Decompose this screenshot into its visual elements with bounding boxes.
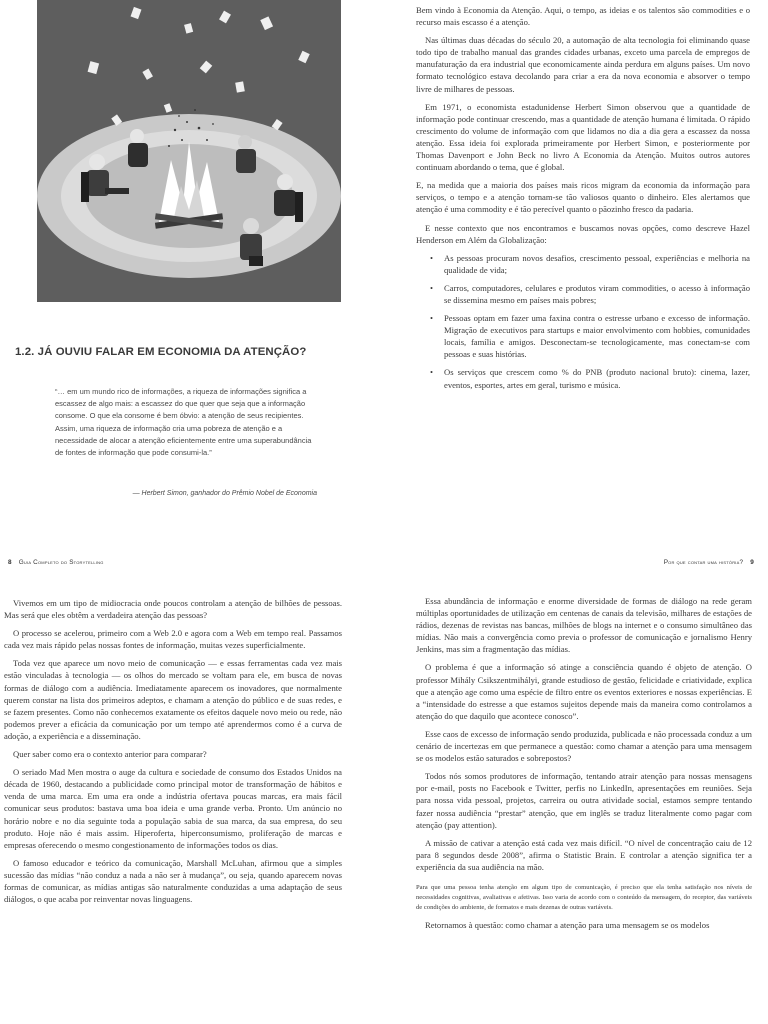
body-text	[416, 4, 750, 397]
page-bottom-right	[384, 515, 768, 1024]
list-item-text: Pessoas optam em fazer uma faxina contra o estresse urbano e excesso de informação. Migração de executivos para startups e maior envolvimento com hobbies, comunidades locais, família e amigos. Desconectam-se tecnologicamente, mas conectam-se com pessoas e suas histórias.	[444, 313, 750, 360]
campfire-illustration	[37, 0, 341, 302]
page-bottom-left	[0, 515, 384, 1024]
running-title: Por que contar uma história?	[663, 559, 744, 566]
paragraph: Bem vindo à Economia da Atenção. Aqui, o tempo, as ideias e os talentos são commodities e o recurso mais escasso é a atenção.	[416, 5, 750, 28]
bullet-icon: •	[430, 367, 434, 378]
paragraph: Quer saber como era o contexto anterior para comparar?	[13, 749, 207, 760]
paragraph: O seriado Mad Men mostra o auge da cultura e sociedade de consumo dos Estados Unidos na década de 1960, destacando a publicidade como principal motor de transformação de hábitos e venda de uma marca. Em uma era onde a indústria ofertava poucas marcas, era mais fácil comunicar seus produtos: bastava uma boa ideia e uma grande verba. Pronto. Um anúncio no horário nobre e no dia seguinte toda a população sabia de sua marca, da sua empresa, do seu produto. Hoje não é mais assim. Hiperoferta, hiperconsumismo, proliferação de marcas e empresas oferecendo o mesmo congestionamento de informações todos os dias.	[4, 767, 342, 850]
section-heading: 1.2. JÁ OUVIU FALAR EM ECONOMIA DA ATENÇÃO?	[15, 346, 307, 358]
page-top-left	[0, 0, 384, 515]
list-item-text: Os serviços que crescem como % do PNB (produto nacional bruto): cinema, lazer, eventos, esportes, artes em geral, turismo e música.	[444, 367, 750, 390]
list-item	[416, 312, 750, 360]
paragraph: Nas últimas duas décadas do século 20, a automação de alta tecnologia foi eliminando quase todo tipo de trabalho manual das grandes cidades urbanas, exceto uma parcela de empregos de manufaturação da era industrial que economicamente ainda perdura em alguns países. Um novo formato tecnológico estava decolando para criar a era da nova economia e absorver o tempo livre de milhares de pessoas.	[416, 35, 750, 94]
epigraph-quote: “… em um mundo rico de informações, a riqueza de informações significa a escassez de algo mais: a escassez do que quer que seja que a informação consome. O que ela consome é bem óbvio: a atenção de seus recipientes. Assim, uma riqueza de informação cria uma pobreza de atenção e a necessidade de alocar a atenção eficientemente entre uma superabundância de fontes de informação que pode consumi-la.”	[55, 387, 312, 458]
list-item-text: As pessoas procuram novos desafios, crescimento pessoal, experiências e melhoria na qualidade de vida;	[444, 252, 750, 275]
list-item-text: Carros, computadores, celulares e produtos viram commodities, o acesso à informação se dissemina mesmo em países mais pobres;	[444, 282, 750, 305]
paragraph: O processo se acelerou, primeiro com a Web 2.0 e agora com a Web em tempo real. Passamos cada vez mais rápido pelas nossas fontes de informação, muitas vezes superficialmente.	[4, 628, 342, 651]
bullet-icon: •	[430, 252, 434, 263]
running-header	[664, 559, 754, 566]
paragraph: Essa abundância de informação e enorme diversidade de formas de diálogo na rede geram múltiplas oportunidades de utilização em centenas de canais da televisão, milhares de estações de rádios, dezenas de revistas nas bancas, milhões de blogs na internet e o consumo simultâneo das mídias. Não mais a convergência como previa o professor de comunicação e jornalismo Henry Jenkins, mas sim a fragmentação das mídias.	[416, 596, 752, 655]
bullet-icon: •	[430, 282, 434, 293]
paragraph: Esse caos de excesso de informação sendo produzida, publicada e não processada conduz a um cenário de incertezas em que permanece a questão: como chamar a atenção para uma mensagem se os modelos estão saturados e sobrepostos?	[416, 728, 752, 764]
paragraph: A missão de cativar a atenção está cada vez mais difícil. “O nível de concentração caiu de 12 para 8 segundos desde 2008”, afirma o Statistic Brain. E controlar a atenção significa ter a experiência da sua audiência na mão.	[416, 837, 752, 872]
campfire-scene-graphic	[37, 0, 341, 302]
paragraph: Em 1971, o economista estadunidense Herbert Simon observou que a quantidade de informação pode continuar crescendo, mas a quantidade de atenção humana é limitada. O rápido crescimento do volume de informação com que lidamos no dia a dia gera a escassez da nossa atenção. Essa ideia foi explorada primeiramente por Herbert Simon, e posteriormente por Thomas Davenport e John Beck no livro A Economia da Atenção. Muitos outros autores continuam abordando o tema, que é global.	[416, 101, 750, 173]
paragraph: Vivemos em um tipo de midiocracia onde poucos controlam a atenção de bilhões de pessoas. Mas será que eles obtêm a verdadeira atenção das pessoas?	[4, 598, 342, 621]
paragraph: E, na medida que a maioria dos países mais ricos migram da economia da informação para serviços, o tempo e a atenção tornam-se tão valiosos quanto o dinheiro. Eles alertamos que atenção é uma commodity e é tão perecível quanto o pãozinho fresco da padaria.	[416, 180, 750, 215]
running-title: Guia Completo do Storytelling	[18, 559, 104, 566]
bullet-icon: •	[430, 313, 434, 324]
body-text	[4, 597, 342, 911]
page-number: 9	[750, 559, 754, 566]
footnote: Para que uma pessoa tenha atenção em algum tipo de comunicação, é preciso que ela tenha satisfação nos níveis de necessidades cognitivas, avaliativas e afetivas. Isso varia de acordo com o conteúdo da mensagem, do receptor, das variáveis de condições do ambiente, de formatos e mais dezenas de outras variáveis.	[416, 883, 752, 911]
page-top-right	[384, 0, 768, 515]
running-header	[8, 559, 104, 566]
paragraph: E nesse contexto que nos encontramos e buscamos novas opções, como descreve Hazel Henderson em Além da Globalização:	[416, 222, 750, 245]
list-item	[416, 252, 750, 276]
list-item	[416, 282, 750, 306]
bullet-list	[416, 252, 750, 391]
paragraph: Retornamos à questão: como chamar a atenção para uma mensagem se os modelos	[425, 919, 710, 930]
page-number: 8	[8, 559, 12, 566]
paragraph: O problema é que a informação só atinge a consciência quando é objeto de atenção. O professor Mihály Csikszentmihályi, grande estudioso de gestão, felicidade e criatividade, explica que a atenção age como uma espécie de filtro entre os eventos exteriores e nossas experiências. E a “intensidade do estresse a que estamos sujeitos depende mais da maneira como controlamos a atenção do que daquilo que acontece conosco”.	[416, 662, 752, 721]
paragraph: Todos nós somos produtores de informação, tentando atrair atenção para nossas mensagens por e-mail, posts no Facebook e Twitter, perfis no LinkedIn, apresentações em reuniões. Seja para nossa vida pessoal, projetos, carreira ou outra atividade social, estamos sempre tentando fazer nossa audiência “prestar” atenção, que em inglês se traduz literalmente como pagar com atenção (pay attention).	[416, 771, 752, 830]
body-text	[416, 595, 752, 937]
paragraph: Toda vez que aparece um novo meio de comunicação — e essas ferramentas cada vez mais estão vinculadas à tecnologia — os olhos do mercado se voltam para ele, em busca de novas formas de diálogo com a audiência. Imediatamente aparecem os inovadores, que normalmente querem constar na lista dos primeiros adeptos, e chamam a atenção do público e de suas redes, e se fazem presentes. Como não conhecemos exatamente os efeitos daquele novo meio ou rede, não podemos prever a eficácia da comunicação por um tempo até aprendermos como é a curva de adoção, a experiência e a disseminação.	[4, 658, 342, 741]
epigraph-attribution: — Herbert Simon, ganhador do Prêmio Nobel de Economia	[132, 490, 317, 497]
paragraph: O famoso educador e teórico da comunicação, Marshall McLuhan, afirmou que a simples sucessão das mídias “não conduz a nada a não ser à mudança”, ou seja, quando aparecem novas formas de comunicar, as mídias antigas são naturalmente conduzidas a uma adaptação de seus diálogos, o que acaba por reinventar novas linguagens.	[4, 857, 342, 905]
list-item	[416, 366, 750, 390]
